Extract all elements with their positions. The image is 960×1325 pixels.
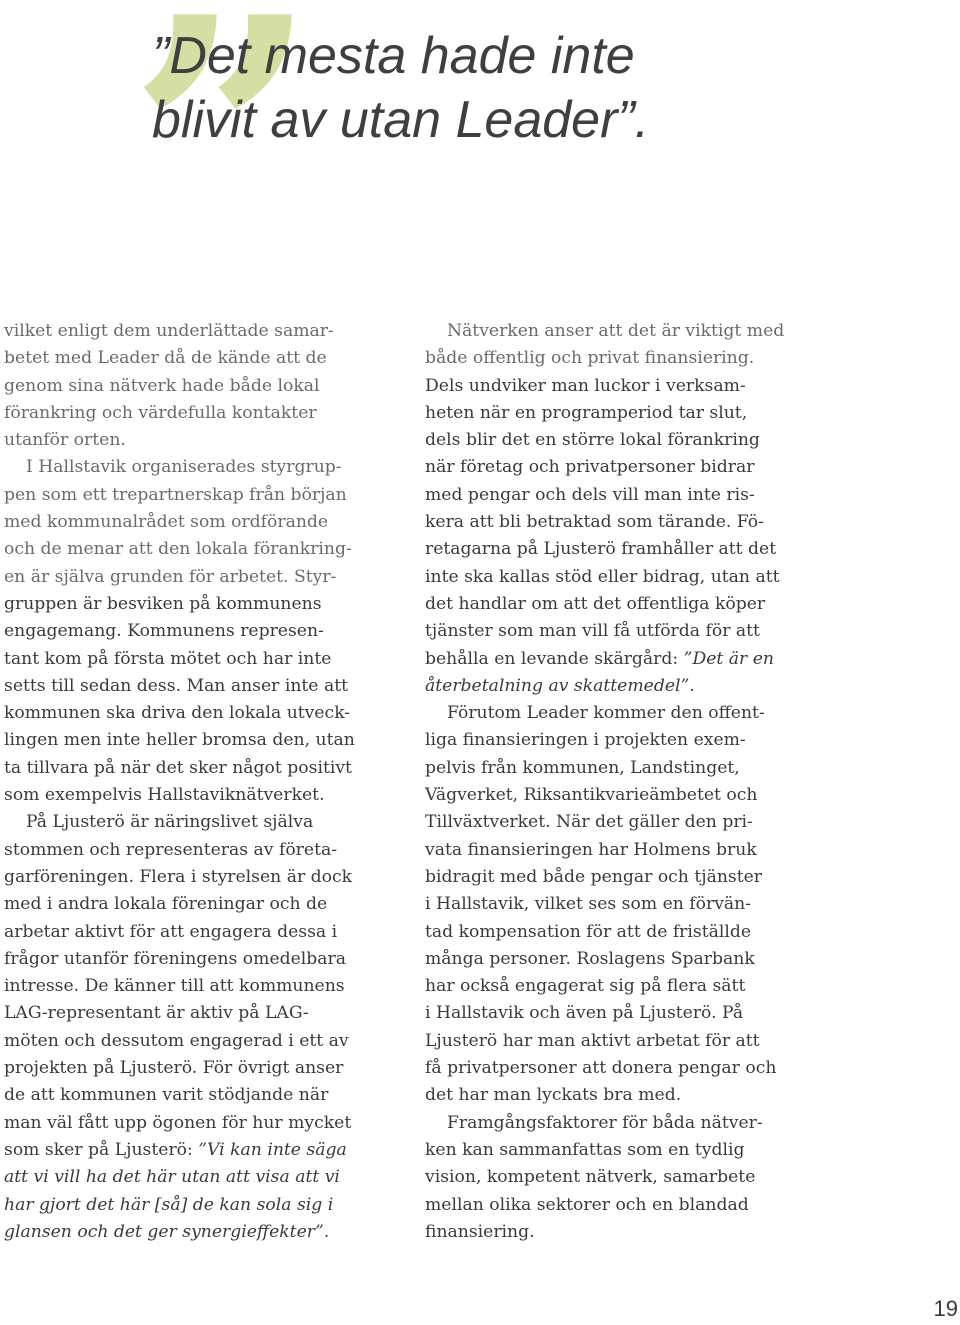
text-line: heten när en programperiod tar slut,: [425, 402, 748, 423]
text-line: mellan olika sektorer och en blandad: [425, 1194, 749, 1215]
text-line: finansiering.: [425, 1221, 535, 1242]
text-line: möten och dessutom engagerad i ett av: [4, 1030, 349, 1051]
decorative-quote-mark: ”: [128, 0, 288, 333]
text-line: I Hallstavik organiserades styrgrup-: [26, 457, 342, 478]
text-line: ta tillvara på när det sker något positivt: [4, 757, 352, 778]
text-line: Dels undviker man luckor i verksam-: [425, 375, 746, 396]
quote-italic: ”Det är en: [683, 648, 774, 669]
text-line: både offentlig och privat finansiering.: [425, 348, 755, 369]
text-line: Ljusterö har man aktivt arbetat för att: [425, 1030, 760, 1051]
text-line: engagemang. Kommunens represen-: [4, 621, 324, 642]
text-line: vilket enligt dem underlättade samar-: [4, 321, 334, 341]
text-line: som exempelvis Hallstaviknätverket.: [4, 785, 325, 806]
text-line: arbetar aktivt för att engagera dessa i: [4, 921, 338, 942]
text-line: få privatpersoner att donera pengar och: [425, 1058, 777, 1079]
text-line: förankring och värdefulla kontakter: [4, 402, 317, 423]
pull-quote: [152, 24, 912, 152]
quote-italic-line: att vi vill ha det här utan att visa att vi: [4, 1167, 340, 1188]
text-line: med kommunalrådet som ordförande: [4, 512, 329, 533]
text-line: i Hallstavik och även på Ljusterö. På: [425, 1003, 744, 1024]
text-line: inte ska kallas stöd eller bidrag, utan att: [425, 566, 780, 587]
text-line: lingen men inte heller bromsa den, utan: [4, 730, 355, 751]
text-line: Förutom Leader kommer den offent-: [447, 703, 765, 724]
page-number: 19: [933, 1296, 958, 1321]
text-line: På Ljusterö är näringslivet själva: [26, 812, 314, 833]
text-line: liga finansieringen i projekten exem-: [425, 730, 746, 751]
text-line: Vägverket, Riksantikvarieämbetet och: [425, 785, 758, 806]
text-line: setts till sedan dess. Man anser inte att: [4, 675, 349, 696]
text-line: dels blir det en större lokal förankring: [425, 430, 760, 451]
text-line: garföreningen. Flera i styrelsen är dock: [4, 866, 353, 887]
text-line: det handlar om att det offentliga köper: [425, 593, 766, 614]
text-line: tjänster som man vill få utförda för att: [425, 621, 760, 642]
text-line: det har man lyckats bra med.: [425, 1085, 682, 1106]
text-line: projekten på Ljusterö. För övrigt anser: [4, 1058, 344, 1079]
text-line: stommen och representeras av företa-: [4, 839, 338, 860]
text-line: när företag och privatpersoner bidrar: [425, 457, 755, 478]
text-line: vision, kompetent nätverk, samarbete: [425, 1167, 756, 1188]
text-line: [4, 1137, 376, 1164]
text-line: bidragit med både pengar och tjänster: [425, 866, 763, 887]
pull-quote-line: ”Det mesta hade inte: [152, 27, 635, 85]
left-text-column: [4, 318, 376, 1246]
text-line: kera att bli betraktad som tärande. Fö-: [425, 512, 764, 533]
text-line: med pengar och dels vill man inte ris-: [425, 484, 755, 505]
text-line: Framgångsfaktorer för båda nätver-: [447, 1112, 763, 1133]
text-line: en är själva grunden för arbetet. Styr-: [4, 566, 337, 587]
text-segment: behålla en levande skärgård:: [425, 648, 684, 669]
text-line: Nätverken anser att det är viktigt med: [447, 321, 785, 341]
quote-italic-line: återbetalning av skattemedel”.: [425, 675, 695, 696]
text-segment: som sker på Ljusterö:: [4, 1139, 199, 1160]
text-line: LAG-representant är aktiv på LAG-: [4, 1003, 309, 1024]
text-line: retagarna på Ljusterö framhåller att det: [425, 539, 777, 560]
text-line: med i andra lokala föreningar och de: [4, 894, 328, 915]
text-line: glansen och det ger synergieffekter”.: [4, 1221, 330, 1242]
text-line: tad kompensation för att de friställde: [425, 921, 752, 942]
text-line: betet med Leader då de kände att de: [4, 348, 327, 369]
right-text-column: [425, 318, 805, 1246]
text-line: ken kan sammanfattas som en tydlig: [425, 1139, 745, 1160]
pull-quote-line: blivit av utan Leader”.: [152, 91, 650, 149]
text-line: kommunen ska driva den lokala utveck-: [4, 703, 351, 724]
text-line: utanför orten.: [4, 430, 126, 451]
text-line: frågor utanför föreningens omedelbara: [4, 948, 346, 969]
text-line: genom sina nätverk hade både lokal: [4, 375, 320, 396]
text-line: intresse. De känner till att kommunens: [4, 976, 345, 997]
text-line: [425, 646, 805, 673]
text-line: pen som ett trepartnerskap från början: [4, 484, 347, 505]
text-line: i Hallstavik, vilket ses som en förvän-: [425, 894, 752, 915]
text-line: många personer. Roslagens Sparbank: [425, 948, 755, 969]
quote-italic-line: har gjort det här [så] de kan sola sig i: [4, 1194, 334, 1215]
text-line: de att kommunen varit stödjande när: [4, 1085, 329, 1106]
text-line: man väl fått upp ögonen för hur mycket: [4, 1112, 352, 1133]
text-line: Tillväxtverket. När det gäller den pri-: [425, 812, 753, 833]
text-line: har också engagerat sig på flera sätt: [425, 976, 746, 997]
text-line: tant kom på första mötet och har inte: [4, 648, 332, 669]
text-line: gruppen är besviken på kommunens: [4, 593, 322, 614]
text-line: vata finansieringen har Holmens bruk: [425, 839, 757, 860]
text-line: och de menar att den lokala förankring-: [4, 539, 352, 560]
quote-italic: ”Vi kan inte säga: [198, 1139, 347, 1160]
text-line: pelvis från kommunen, Landstinget,: [425, 757, 740, 778]
